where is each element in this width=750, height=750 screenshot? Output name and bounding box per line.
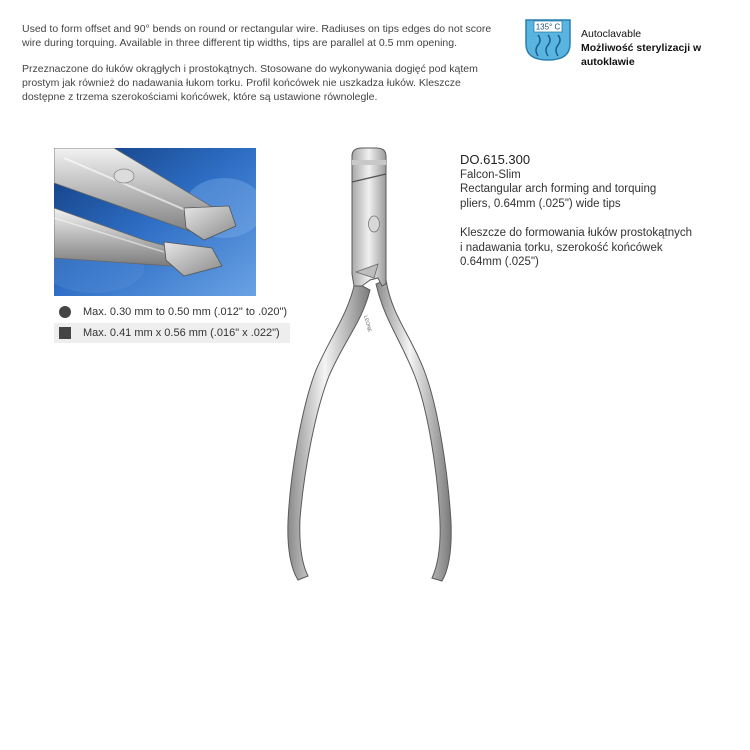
autoclave-icon — [523, 18, 573, 62]
spec-round-wire-text: Max. 0.30 mm to 0.50 mm (.012" to .020") — [83, 306, 288, 318]
spec-rectangular-wire-text: Max. 0.41 mm x 0.56 mm (.016" x .022") — [83, 327, 280, 339]
autoclave-temperature: 135° C — [535, 22, 561, 32]
product-desc-pl-2: i nadawania torku, szerokość końcówek — [460, 241, 663, 254]
description-polish: Przeznaczone do łuków okrągłych i prostokątnych. Stosowane do wykonywania dogięć pod kątem prostym jak również do nadawania łukom torku. Profil końcówek nie uszkadza łuków. Kleszcze dostępne z trzema szerokościami końcówek, które są ustawione równolegle. — [22, 63, 478, 103]
round-wire-icon — [59, 306, 71, 318]
autoclave-label-pl: Możliwość sterylizacji w autoklawie — [581, 42, 702, 68]
spec-rectangular-wire — [54, 323, 290, 343]
autoclave-label — [581, 27, 750, 69]
product-desc-en-2: pliers, 0.64mm (.025") wide tips — [460, 197, 621, 210]
product-desc-pl-1: Kleszcze do formowania łuków prostokątnych — [460, 227, 693, 239]
product-desc-pl-3: 0.64mm (.025") — [460, 256, 539, 268]
pliers-image — [266, 144, 456, 584]
rectangular-wire-icon — [59, 327, 71, 339]
spec-round-wire — [54, 302, 290, 322]
product-name: Falcon-Slim — [460, 168, 521, 181]
pliers-tip-closeup-photo — [54, 148, 256, 296]
product-desc-en-1: Rectangular arch forming and torquing — [460, 183, 657, 195]
product-info — [460, 153, 740, 270]
product-code: DO.615.300 — [460, 152, 531, 167]
svg-text:LEONE: LEONE — [362, 314, 373, 333]
autoclave-label-en: Autoclavable — [581, 28, 642, 40]
description-english: Used to form offset and 90° bends on round or rectangular wire. Radiuses on tips edges do not score wire during torquing. Available in three different tip widths, tips are parallel at 0.5 mm opening. — [22, 23, 492, 49]
